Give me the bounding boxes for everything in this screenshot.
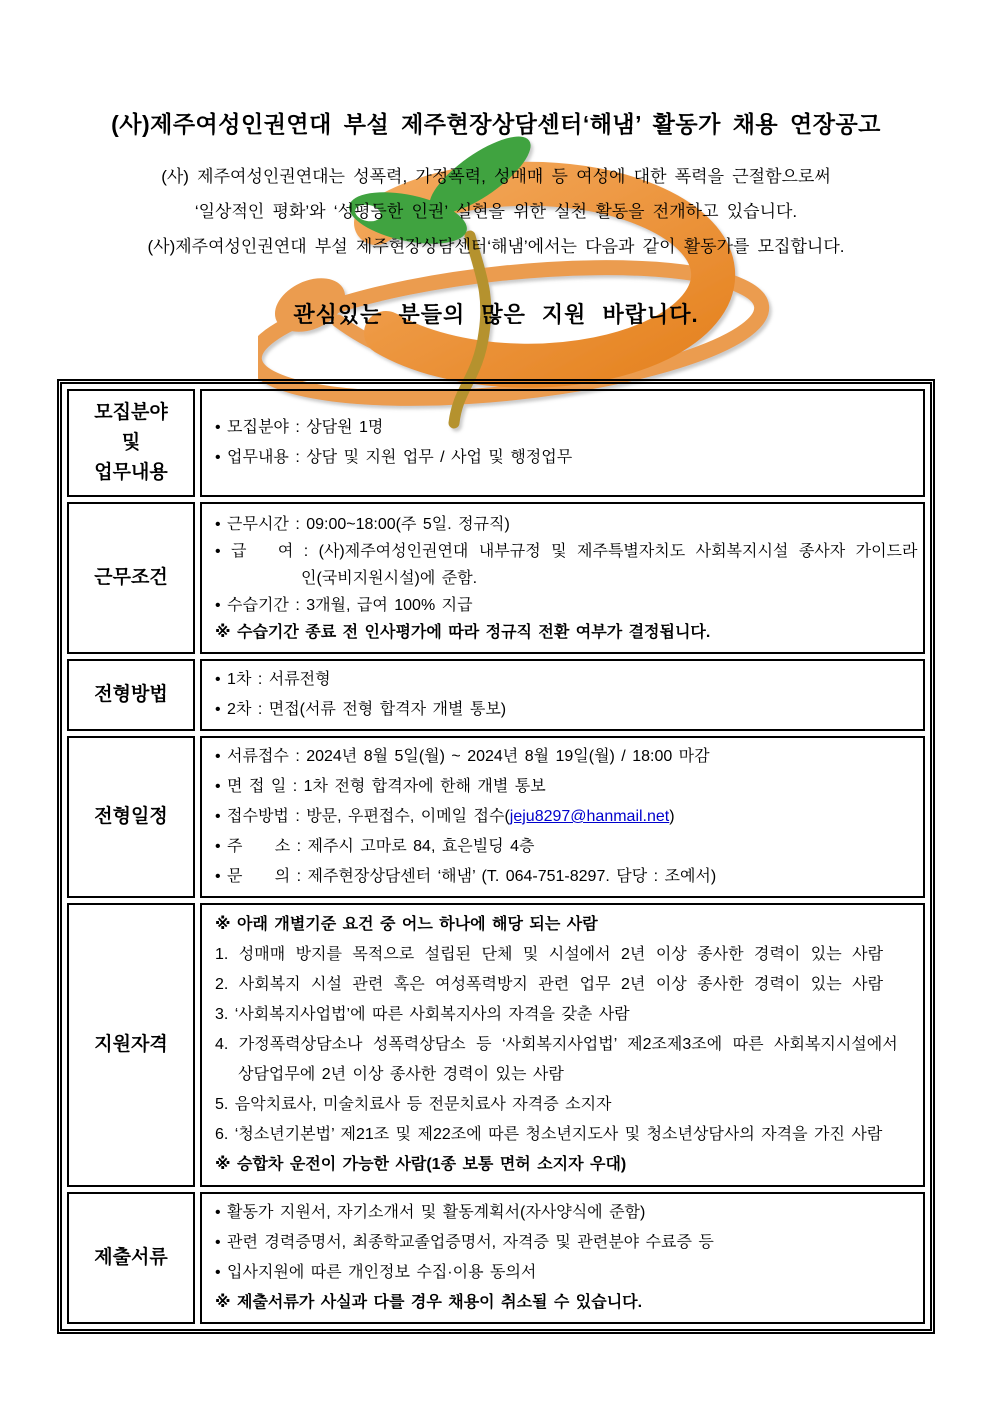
content-line: ※ 제출서류가 사실과 다를 경우 채용이 취소될 수 있습니다.: [215, 1294, 643, 1311]
content-line: • 관련 경력증명서, 최종학교졸업증명서, 자격증 및 관련분야 수료증 등: [215, 1234, 714, 1251]
row-content-schedule: [200, 736, 925, 898]
content-line: • 업무내용 : 상담 및 지원 업무 / 사업 및 행정업무: [215, 449, 573, 466]
row-label-schedule: [67, 736, 195, 898]
row-label-line: 및: [121, 432, 141, 453]
content-line: • 급 여 : (사)제주여성인권연대 내부규정 및 제주특별자치도 사회복지시설 종사자 가이드라: [215, 542, 918, 560]
notice-table-body: [67, 389, 925, 1324]
content-line: 3. ‘사회복지사업법’에 따른 사회복지사의 자격을 갖춘 사람: [215, 1006, 630, 1023]
page-title: (사)제주여성인권연대 부설 제주현장상담센터‘해냄’ 활동가 채용 연장공고: [111, 111, 881, 137]
content-line: 상담업무에 2년 이상 종사한 경력이 있는 사람: [238, 1066, 564, 1083]
intro-line: (사)제주여성인권연대 부설 제주현장상담센터‘해냄’에서는 다음과 같이 활동가를 모집합니다.: [147, 237, 845, 256]
content-line: • 입사지원에 따른 개인정보 수집·이용 동의서: [215, 1264, 537, 1281]
row-label-line: 지원자격: [94, 1034, 168, 1055]
content-line: ※ 승합차 운전이 가능한 사람(1종 보통 면허 소지자 우대): [215, 1156, 627, 1173]
content-line: [215, 802, 913, 832]
row-content-qualify: [200, 903, 925, 1187]
content-line: • 근무시간 : 09:00~18:00(주 5일. 정규직): [215, 515, 510, 533]
table-row-recruit: [67, 389, 925, 497]
table-row-docs: [67, 1192, 925, 1324]
content-line: 5. 음악치료사, 미술치료사 등 전문치료사 자격증 소지자: [215, 1096, 612, 1113]
content-line: 인(국비지원시설)에 준함.: [301, 569, 478, 587]
table-row-work: [67, 502, 925, 654]
row-content-method: [200, 659, 925, 731]
row-content-work: [200, 502, 925, 654]
row-label-qualify: [67, 903, 195, 1187]
content-line: • 수습기간 : 3개월, 급여 100% 지급: [215, 596, 473, 614]
row-label-work: [67, 502, 195, 654]
content-line: • 주 소 : 제주시 고마로 84, 효은빌딩 4층: [215, 838, 535, 855]
callout-text: 관심있는 분들의 많은 지원 바랍니다.: [293, 302, 699, 327]
row-label-line: 근무조건: [94, 567, 168, 588]
content-line: 1. 성매매 방지를 목적으로 설립된 단체 및 시설에서 2년 이상 종사한 경력이 있는 사람: [215, 946, 884, 963]
content-line: ※ 수습기간 종료 전 인사평가에 따라 정규직 전환 여부가 결정됩니다.: [215, 623, 711, 641]
content-line: • 면 접 일 : 1차 전형 합격자에 한해 개별 통보: [215, 778, 546, 795]
intro-paragraph: [0, 159, 992, 264]
content-text: • 접수방법 : 방문, 우편접수, 이메일 접수(: [215, 808, 510, 825]
content-line: • 1차 : 서류전형: [215, 671, 331, 688]
content-line: 6. ‘청소년기본법’ 제21조 및 제22조에 따른 청소년지도사 및 청소년상담사의 자격을 가진 사람: [215, 1126, 883, 1143]
content-line: 4. 가정폭력상담소나 성폭력상담소 등 ‘사회복지사업법’ 제2조제3조에 따른 사회복지시설에서: [215, 1036, 898, 1053]
content-line: • 2차 : 면접(서류 전형 합격자 개별 통보): [215, 701, 507, 718]
content-line: • 활동가 지원서, 자기소개서 및 활동계획서(자사양식에 준함): [215, 1204, 646, 1221]
table-row-schedule: [67, 736, 925, 898]
content-line: • 문 의 : 제주현장상담센터 ‘해냄’ (T. 064-751-8297. 담당 : 조예서): [215, 868, 717, 885]
intro-line: (사) 제주여성인권연대는 성폭력, 가정폭력, 성매매 등 여성에 대한 폭력을 근절함으로써: [161, 167, 831, 186]
table-row-qualify: [67, 903, 925, 1187]
content-line: 2. 사회복지 시설 관련 혹은 여성폭력방지 관련 업무 2년 이상 종사한 경력이 있는 사람: [215, 976, 884, 993]
row-content-recruit: [200, 389, 925, 497]
row-label-recruit: [67, 389, 195, 497]
row-label-method: [67, 659, 195, 731]
email-link[interactable]: jeju8297@hanmail.net: [509, 808, 670, 825]
row-label-line: 전형방법: [94, 684, 168, 705]
row-label-line: 제출서류: [94, 1247, 168, 1268]
content-line: ※ 아래 개별기준 요건 중 어느 하나에 해당 되는 사람: [215, 916, 598, 933]
row-label-docs: [67, 1192, 195, 1324]
row-content-docs: [200, 1192, 925, 1324]
row-label-line: 전형일정: [94, 806, 168, 827]
table-row-method: [67, 659, 925, 731]
notice-table: [57, 379, 935, 1334]
intro-line: ‘일상적인 평화’와 ‘성평등한 인권’ 실현을 위한 실천 활동을 전개하고 있습니다.: [194, 202, 798, 221]
content-line: • 모집분야 : 상담원 1명: [215, 419, 384, 436]
content-text: ): [669, 808, 675, 825]
row-label-line: 모집분야: [94, 402, 168, 423]
row-label-line: 업무내용: [94, 462, 168, 483]
content-line: • 서류접수 : 2024년 8월 5일(월) ~ 2024년 8월 19일(월) / 18:00 마감: [215, 748, 710, 765]
